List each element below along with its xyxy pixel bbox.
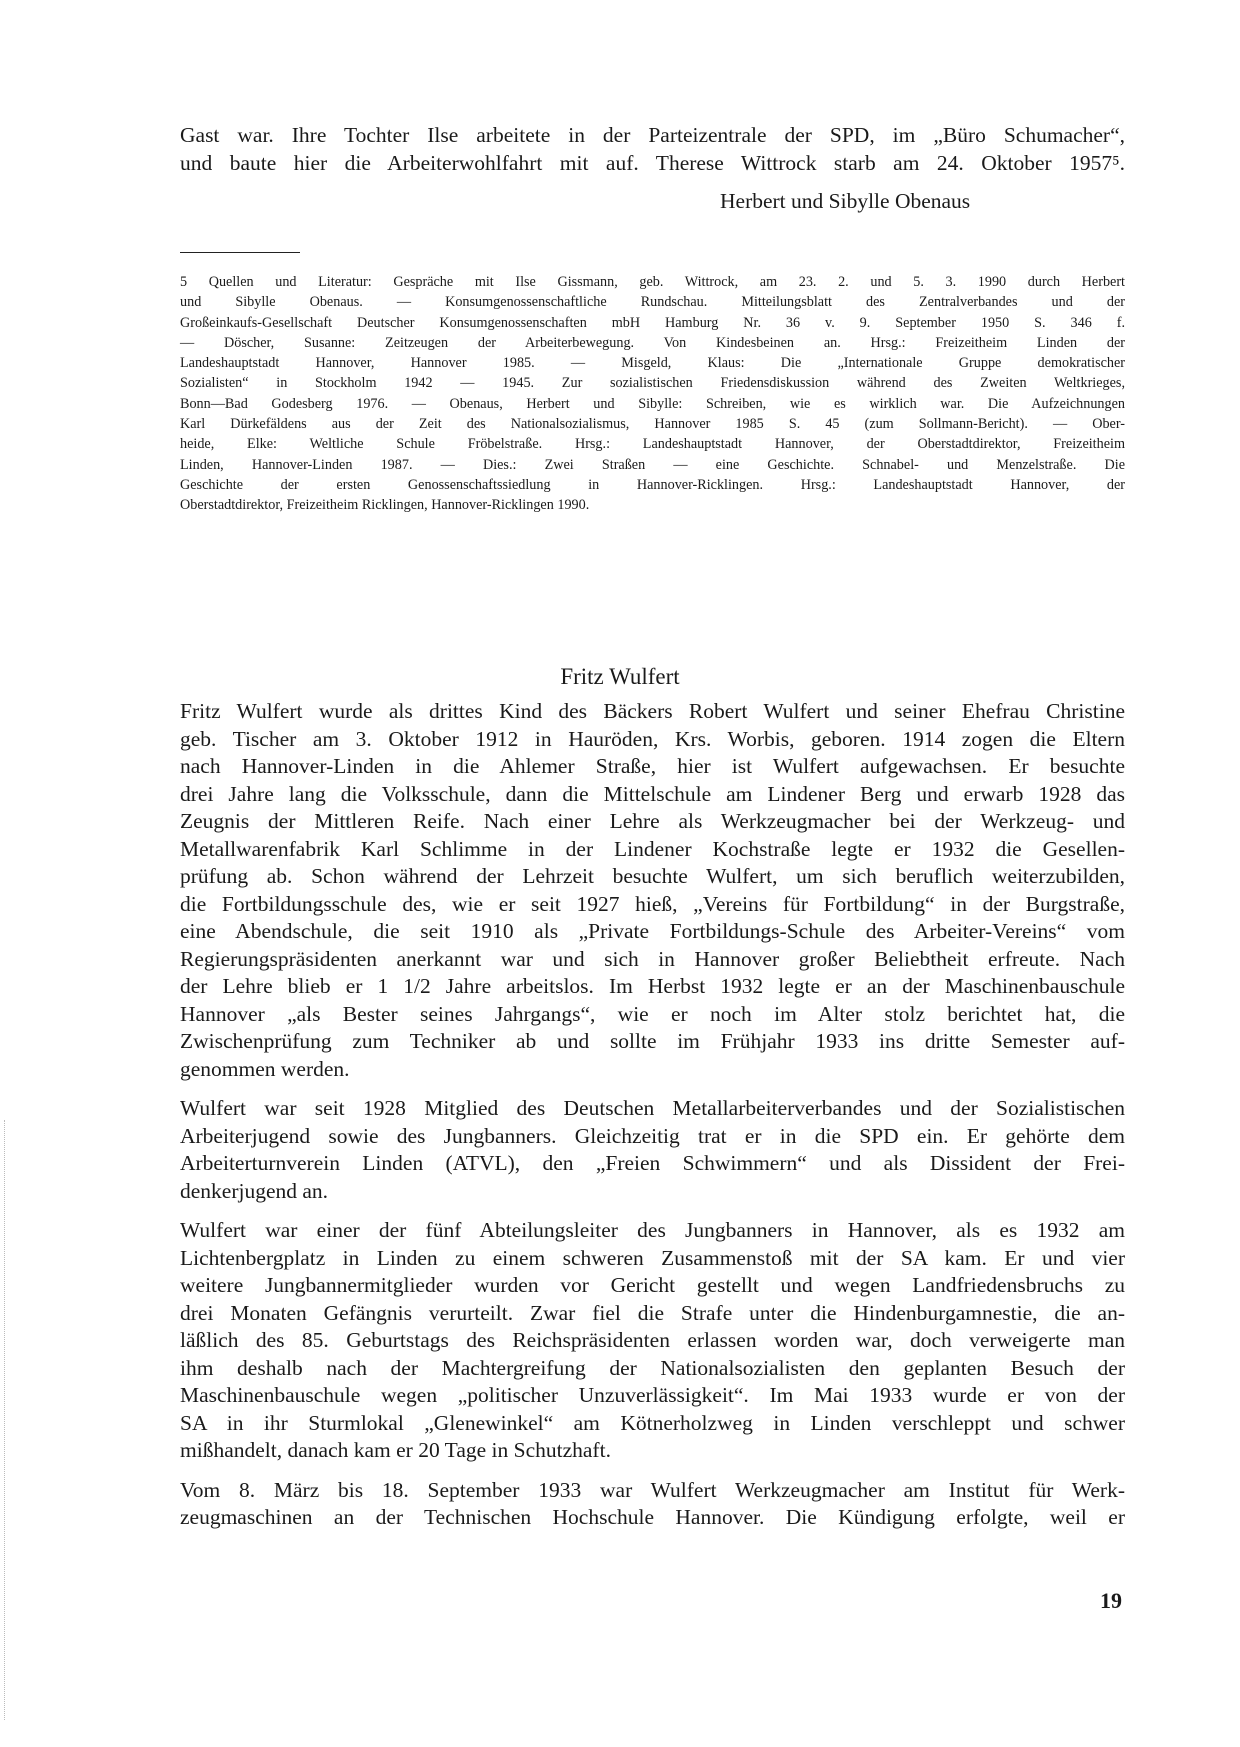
text-line: Zeugnis der Mittleren Reife. Nach einer Lehre als Werkzeugmacher bei der Werkzeug- und	[180, 809, 1125, 833]
text-line: eine Abendschule, die seit 1910 als „Private Fortbildungs-Schule des Arbeiter-Vereins“ vom	[180, 919, 1125, 943]
footnote-line: Linden, Hannover-Linden 1987. — Dies.: Zwei Straßen — eine Geschichte. Schnabel- und Menzelstraße. Die	[180, 456, 1125, 473]
text-line: Hannover „als Bester seines Jahrgangs“, wie er noch im Alter stolz berichtet hat, die	[180, 1001, 1125, 1026]
text-line: Regierungspräsidenten anerkannt war und sich in Hannover großer Beliebtheit erfreute. Nach	[180, 946, 1125, 971]
footnote-line: heide, Elke: Weltliche Schule Fröbelstraße. Hrsg.: Landeshauptstadt Hannover, der Oberstadtdirektor, Freizeitheim	[180, 436, 1125, 453]
text-line: Arbeiterjugend sowie des Jungbanners. Gleichzeitig trat er in die SPD ein. Er gehörte dem	[180, 1123, 1125, 1148]
continued-paragraph	[180, 122, 1125, 177]
text-line: drei Jahre lang die Volksschule, dann die Mittelschule am Lindener Berg und erwarb 1928 das	[180, 781, 1125, 806]
paragraph-2	[180, 1095, 1125, 1205]
article-authors: Herbert und Sibylle Obenaus	[720, 189, 971, 213]
text-line: denkerjugend an.	[180, 1178, 329, 1203]
text-line: Fritz Wulfert wurde als drittes Kind des Bäckers Robert Wulfert und seiner Ehefrau Christine	[180, 699, 1125, 723]
text-line: nach Hannover-Linden in die Ahlemer Straße, hier ist Wulfert aufgewachsen. Er besuchte	[180, 754, 1125, 778]
footnote-line: 5 Quellen und Literatur: Gespräche mit Ilse Gissmann, geb. Wittrock, am 23. 2. und 5. 3. 1990 durch Herbert	[180, 274, 1125, 290]
text-line: Maschinenbauschule wegen „politischer Unzuverlässigkeit“. Im Mai 1933 wurde er von der	[180, 1383, 1125, 1407]
scan-edge-mark	[4, 1120, 5, 1720]
footnote-line: Karl Dürkefäldens aus der Zeit des Nationalsozialismus, Hannover 1985 S. 45 (zum Sollmann-Bericht). — Ober-	[180, 416, 1125, 433]
footnote-line: Sozialisten“ in Stockholm 1942 — 1945. Zur sozialistischen Friedensdiskussion während des Zweiten Weltkrieges,	[180, 375, 1125, 392]
text-line: Wulfert war einer der fünf Abteilungsleiter des Jungbanners in Hannover, als es 1932 am	[180, 1218, 1125, 1242]
text-line: Gast war. Ihre Tochter Ilse arbeitete in der Parteizentrale der SPD, im „Büro Schumacher“,	[180, 123, 1125, 147]
text-line: mißhandelt, danach kam er 20 Tage in Schutzhaft.	[180, 1438, 611, 1462]
text-line: Arbeiterturnverein Linden (ATVL), den „Freien Schwimmern“ und als Dissident der Frei-	[180, 1151, 1125, 1175]
text-line: prüfung ab. Schon während der Lehrzeit besuchte Wulfert, um sich beruflich weiterzubilden,	[180, 864, 1125, 888]
paragraph-3	[180, 1217, 1125, 1465]
page-number: 19	[1100, 1588, 1122, 1613]
text-line: und baute hier die Arbeiterwohlfahrt mit auf. Therese Wittrock starb am 24. Oktober 1957⁵.	[180, 150, 1125, 175]
paragraph-4	[180, 1477, 1125, 1532]
text-line: Zwischenprüfung zum Techniker ab und sollte im Frühjahr 1933 ins dritte Semester auf-	[180, 1029, 1125, 1053]
footnote-line: Bonn—Bad Godesberg 1976. — Obenaus, Herbert und Sibylle: Schreiben, wie es wirklich war. Die Aufzeichnungen	[180, 395, 1125, 412]
text-line: zeugmaschinen an der Technischen Hochschule Hannover. Die Kündigung erfolgte, weil er	[180, 1505, 1125, 1529]
text-line: die Fortbildungsschule des, wie er seit 1927 hieß, „Vereins für Fortbildung“ in der Burgstraße,	[180, 891, 1125, 916]
text-line: läßlich des 85. Geburtstags des Reichspräsidenten erlassen worden war, doch verweigerte man	[180, 1328, 1125, 1352]
text-line: Wulfert war seit 1928 Mitglied des Deutschen Metallarbeiterverbandes und der Sozialistischen	[180, 1096, 1125, 1120]
text-line: Metallwarenfabrik Karl Schlimme in der Lindener Kochstraße legte er 1932 die Gesellen-	[180, 836, 1125, 861]
footnote-line: Geschichte der ersten Genossenschaftssiedlung in Hannover-Ricklingen. Hrsg.: Landeshauptstadt Hannover, der	[180, 476, 1125, 493]
section-title: Fritz Wulfert	[560, 664, 680, 689]
paragraph-1	[180, 698, 1125, 1083]
footnote-line: und Sibylle Obenaus. — Konsumgenossenschaftliche Rundschau. Mitteilungsblatt des Zentralverbandes und der	[180, 294, 1125, 311]
text-line: geb. Tischer am 3. Oktober 1912 in Hauröden, Krs. Worbis, geboren. 1914 zogen die Eltern	[180, 726, 1125, 751]
text-line: drei Monaten Gefängnis verurteilt. Zwar fiel die Strafe unter die Hindenburgamnestie, die an-	[180, 1300, 1125, 1325]
footnote-divider	[180, 252, 300, 253]
footnote-line: Großeinkaufs-Gesellschaft Deutscher Konsumgenossenschaften mbH Hamburg Nr. 36 v. 9. September 1950 S. 346 f.	[180, 314, 1125, 331]
text-line: genommen werden.	[180, 1056, 350, 1081]
section-body	[180, 698, 1125, 1544]
text-line: SA in ihr Sturmlokal „Glenewinkel“ am Kötnerholzweg in Linden verschleppt und schwer	[180, 1410, 1125, 1435]
text-line: Lichtenbergplatz in Linden zu einem schweren Zusammenstoß mit der SA kam. Er und vier	[180, 1245, 1125, 1270]
footnote-line: Oberstadtdirektor, Freizeitheim Ricklingen, Hannover-Ricklingen 1990.	[180, 497, 590, 514]
footnote-line: — Döscher, Susanne: Zeitzeugen der Arbeiterbewegung. Von Kindesbeinen an. Hrsg.: Freizeitheim Linden der	[180, 334, 1125, 351]
text-line: weitere Jungbannermitglieder wurden vor Gericht gestellt und wegen Landfriedensbruchs zu	[180, 1273, 1125, 1297]
text-line: Vom 8. März bis 18. September 1933 war Wulfert Werkzeugmacher am Institut für Werk-	[180, 1477, 1125, 1502]
text-line: ihm deshalb nach der Machtergreifung der Nationalsozialisten den geplanten Besuch der	[180, 1355, 1125, 1380]
text-line: der Lehre blieb er 1 1/2 Jahre arbeitslos. Im Herbst 1932 legte er an der Maschinenbauschule	[180, 974, 1125, 998]
footnote-line: Landeshauptstadt Hannover, Hannover 1985. — Misgeld, Klaus: Die „Internationale Gruppe demokratischer	[180, 355, 1125, 372]
footnote	[180, 272, 1125, 516]
